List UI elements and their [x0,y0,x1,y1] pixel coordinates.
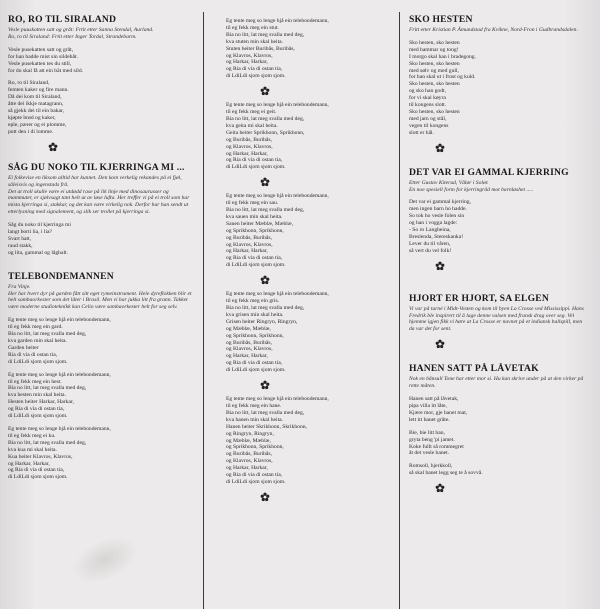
song-verse: Bie, bie litt ban, gryta beng 'pi jamet. Koke fullt så rommegret åt det vesle banet. [409,429,464,457]
flower-ornament-icon [435,261,445,271]
column-3 [409,14,589,500]
song-verse: Eg tente meg so lenge hjå ein telebondemann, til eg fekk meg ei geit. Bia no litt, lat meg svalla med deg, kva geita mi skal heita. Geita heiter Sprikhonn, Sprikhonn, og Buribås, Buribås, og Klavros, Klavros, og Harkar, Harkar, og Ria di via di ostan tia, di LdiLdi sjom sjom sjom. [226,102,329,171]
song-title: RO, RO TIL SIRALAND [8,14,117,25]
column-1 [8,14,193,488]
song-title: HJORT ER HJORT, SA ELGEN [409,292,549,304]
song-intro: Vesle puuskatten satt og gråt: Frtit etter Sanna Stendal, Aurland. Ro, ro til Siraland: Frtit etter Inger Tordal, Strandebarm. [8,27,154,40]
song-verse: Romsoll, hjerkkoll, så skal banet legg seg te å sovvå. [409,463,483,477]
song-verse: Eg tente meg so lenge hjå ein telebondemann, til eg fekk meg ein hane. Bia no litt, lat meg svalla med deg, kva hanen min skal heita. Hanen heiter Skrikhonn, Skrikhonn, og Ringryn, Ringryn, og Mæblæ, Mæblæ, og Sprikhonn, Sprikhonn, og Buribås, Buribås, og Klavros, Klavros, og Harkar, Harkar, og Ria di via di ostan tia, di LdiLdi sjom sjom sjom. [226,396,329,485]
song-verse: Eg tente meg so lenge hjå ein telebondemann, til eg fekk meg ein stut. Bia no litt, lat meg svalla med deg, kva stuten min skal heita. Stuten heiter Buribås, Buribås, og Klavros, Klavros, og Harkar, Harkar, og Ria di via di ostan tia, di LdiLdi sjom sjom sjom. [226,18,329,80]
song-title: SKO HESTEN [409,14,473,25]
flower-ornament-icon [260,492,270,502]
song-ro-ro-til-siraland [8,14,193,152]
song-sag-du-noko [8,162,193,257]
song-verse: Ro, ro til Siraland, femten kaker og fire mann. Då dei kom til Siraland, åtte dei ikkje matagrann, så gjekk dei til ein bakar, kjøpte brød og kaker, eple, pærer og ei plomme, putt den i di lomme. [8,80,69,135]
song-verse: Eg tente meg so lenge hjå ein telebondemann, til eg fekk meg ein sau. Bia no litt, lat meg svalla med deg, kva sauen min skal heita. Sauen heiter Mæblæ, Mæblæ, og Sprikhonn, Sprikhonn, og Buribås, Buribås, og Klavros, Klavros, og Harkar, Harkar, og Ria di via di ostan tia, di LdiLdi sjom sjom sjom. [226,193,329,269]
song-hjort-er-hjort [409,293,589,350]
flower-ornament-icon [260,275,270,285]
song-hanen-satt-pa-lavetak [409,363,589,493]
column-2 [226,18,406,508]
flower-ornament-icon [435,483,445,493]
song-intro: Ei folkevise en liksom alltid har kunnet. Den kom verkelig rekandes på ei fjøl, såleisvis og ingenstads frå. Det at troll skulle være ei utdødd rase på lik linje med dinosaurusser og mammuter, er sjølvsagt tant helt ut av løse lufta. Her treffer vi på ei troll som har mista kjerringa si, stakkar, og det kan være virkelig nok. Derfor har han sendt ut etterlysning med signalement, og slik ser trollet på kjerringa si. [8,174,190,216]
flower-ornament-icon [260,86,270,96]
paper-stain [65,527,145,593]
song-verse: Eg tente meg so lenge hjå ein telebondemann, til eg fekk meg ein hest. Bia no litt, lat meg svalla med deg, kva hesten min skal heita. Hesten heiter Harkar, Harkar, og Ria di via di ostan tia, di LdiLdi sjom sjom sjom. [8,371,111,420]
song-intro: Fra Vinje. Her har hvert dyr på garden fått sitt eget rymeinstrument. Hele dyreflokken blir et helt sambaorkester som det låter i Brasil. Men vi har jukka litt fra grann. Takket være moderne studioteknikk kan Celio være sambaorkester helt for seg selv. [8,283,192,311]
flower-ornament-icon [435,143,445,153]
song-telebondemannen [8,271,193,482]
song-intro: Etter Gustav Kiterud, Vålør i Solør. En noe spesiell form for kjerringråd mot barnløshet ..... [409,179,534,193]
flower-ornament-icon [48,142,58,152]
flower-ornament-icon [435,339,445,349]
song-verse: Eg tente meg so lenge hjå ein telebondemann, til eg fekk meg ei ku. Bia no litt, lat meg svalla med deg, kva kua mi skal heita. Kua heiter Klavros, Klavros, og Harkar, Harkar, og Ria di via di ostan tia, di LdiLdi sjom sjom sjom. [8,425,111,481]
song-verse: Eg tente meg so lenge hjå ein telebondemann, til eg fekk meg ein gris. Bia no litt, lat meg svalla med deg, kva grisen min skal heita. Grisen heiter Ringryn, Ringryn, og Mæblæ, Mæblæ, og Sprikhonn, Sprikhonn, og Buribås, Buribås, og Klavros, Klavros, og Harkar, Harkar, og Ria di via di ostan tia, di LdiLdi sjom sjom sjom. [226,291,329,374]
song-sko-hesten [409,14,589,153]
column-divider [203,12,204,609]
song-title: DET VAR EI GAMMAL KJERRING [409,166,569,178]
song-title: SÅG DU NOKO TIL KJERRINGA MI ... [8,161,185,173]
song-verse: Sko hesten, sko hesten med hammar og tong! I morgo skal han i bradegong. Sko hesten, sko hesten med sølv og med gull, for han skal ut i frost og kuld. Sko hesten, sko hesten og sko han godt, for vi skal køyra til kongens slott. Sko hesten, sko hesten med jarn og stål, vegen til kongens slott er hål. [409,39,477,136]
song-title: HANEN SATT PÅ LÅVETAK [409,363,539,375]
song-det-var-ei-gammal-kjerring [409,167,589,271]
song-verse: Hanen satt på låvetak, pipa villa itt låte, Kjære mor, gje banet mat, lett itt banet gråte. [409,396,468,423]
song-verse: Vesle pusekatten satt og gråt, for han hadde mist sin sildebåt. Vesle pusekatten tes du still, for du skal få att ein bät med sild. [8,46,84,74]
song-intro: Nok en bånsull Tone har etter mor si. Hu kan skrive under på at den virker på rette måten. [409,376,584,390]
song-verse: Eg tente meg so lenge hjå ein telebondemann, til eg fekk meg ein gard. Bia no litt, lat meg svalla med deg, kva garden min skal heita. Garden heiter Ria di via di ostan tia, di LdiLdi sjom sjom sjom. [8,317,111,365]
flower-ornament-icon [260,380,270,390]
song-intro: Fritt etter Kristian P. Åmundstad fra Kvikne, Nord-Fron i Gudbrandsdalen. [409,27,578,33]
song-verse: Det var ei gammal kjerring, men ingen barn ho hadde. So tok ho vesle folen sin og han i vogga lagde: - So ro Langbeina, Breslenda, Stereskanka! Lever du til våren, så vert du vel folk! [409,199,471,254]
flower-ornament-icon [260,177,270,187]
song-intro: Vi var på turné i Midt-Vesten og kom til byen La Crosse ved Mississippi. Hans Fredrik ble inspirert til å lage denne valsen med fransk drag over seg. Vel hjemme igjen fikk vi høre at La Crosse er navnet på et indiansk ballspill, men da var det for sent. [409,305,584,333]
song-title: TELEBONDEMANNEN [8,270,114,282]
song-verse: Såg du noko til kjerringa mi langt borti lia, i lia? Svart hatt, raud stakk, og lita, gammal og låghalt. [8,222,71,256]
